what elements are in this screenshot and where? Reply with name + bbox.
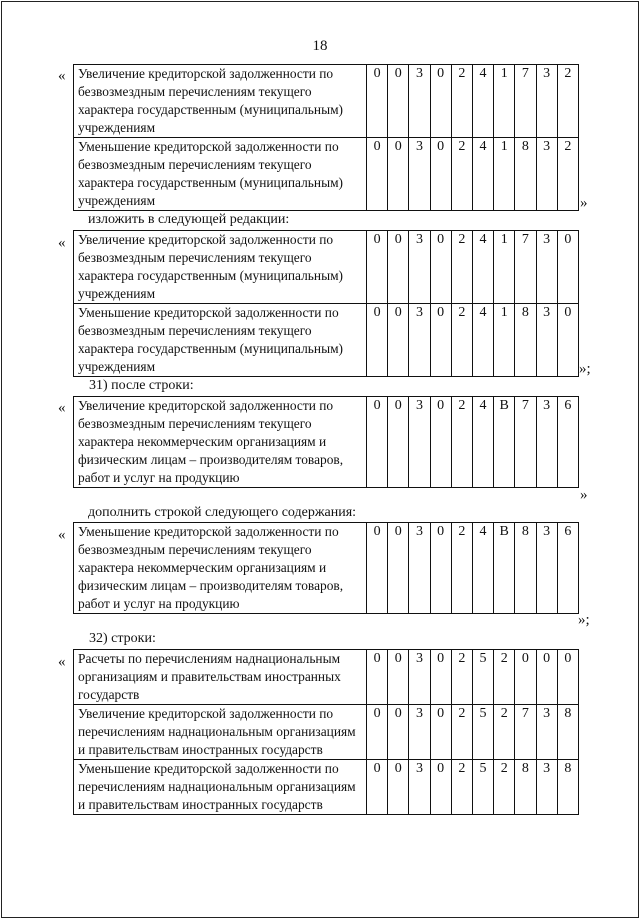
- code-digit: 2: [494, 760, 515, 815]
- code-digit: 3: [536, 304, 557, 377]
- table-body: [74, 397, 579, 488]
- row-description: Уменьшение кредиторской задолженности по перечислениям наднациональным организациям и правительствам иностранных государств: [74, 760, 367, 815]
- row-description: Увеличение кредиторской задолженности по безвозмездным перечислениям текущего характера государственным (муниципальным) учреждениям: [74, 65, 367, 138]
- code-digit: 0: [536, 650, 557, 705]
- code-digit: 0: [388, 138, 409, 211]
- row-description: Уменьшение кредиторской задолженности по безвозмездным перечислениям текущего характера некоммерческим организациям и физическим лицам – производителям товаров, работ и услуг на продукцию: [74, 523, 367, 614]
- row-description: Уменьшение кредиторской задолженности по безвозмездным перечислениям текущего характера государственным (муниципальным) учреждениям: [74, 304, 367, 377]
- code-digit: 0: [430, 304, 451, 377]
- code-digit: 0: [557, 231, 578, 304]
- code-table-3: [73, 396, 579, 488]
- closing-quote: »;: [578, 612, 590, 628]
- code-digit: 3: [409, 397, 430, 488]
- table-body: [74, 650, 579, 815]
- code-digit: 0: [367, 138, 388, 211]
- code-digit: 0: [430, 523, 451, 614]
- instruction-text: дополнить строкой следующего содержания:: [88, 505, 357, 520]
- code-digit: 3: [536, 705, 557, 760]
- code-digit: 8: [515, 138, 536, 211]
- code-table-4: [73, 522, 579, 614]
- code-digit: 0: [388, 65, 409, 138]
- instruction-text: 32) строки:: [89, 631, 156, 646]
- code-digit: 0: [430, 650, 451, 705]
- code-digit: 3: [536, 523, 557, 614]
- code-digit: 3: [409, 65, 430, 138]
- code-digit: 0: [430, 138, 451, 211]
- instruction-text: 31) после строки:: [89, 378, 194, 393]
- table-body: [74, 231, 579, 377]
- code-digit: 2: [494, 705, 515, 760]
- code-digit: 0: [515, 650, 536, 705]
- code-digit: 0: [430, 705, 451, 760]
- code-digit: 4: [472, 138, 493, 211]
- table-row: [74, 760, 579, 815]
- code-digit: 3: [536, 760, 557, 815]
- code-digit: 1: [494, 65, 515, 138]
- code-digit: 4: [472, 65, 493, 138]
- code-digit: 0: [367, 397, 388, 488]
- opening-quote: «: [58, 235, 66, 251]
- code-digit: 0: [388, 231, 409, 304]
- code-digit: 0: [388, 650, 409, 705]
- code-digit: 0: [367, 523, 388, 614]
- code-digit: 2: [451, 705, 472, 760]
- code-digit: 0: [388, 304, 409, 377]
- opening-quote: «: [58, 654, 66, 670]
- code-digit: 2: [451, 65, 472, 138]
- code-digit: 4: [472, 231, 493, 304]
- opening-quote: «: [58, 68, 66, 84]
- code-digit: 8: [515, 760, 536, 815]
- code-digit: 0: [430, 65, 451, 138]
- code-digit: 7: [515, 65, 536, 138]
- code-digit: 0: [367, 65, 388, 138]
- code-digit: 2: [451, 304, 472, 377]
- code-digit: 1: [494, 138, 515, 211]
- code-digit: 6: [557, 397, 578, 488]
- code-table-5: [73, 649, 579, 815]
- opening-quote: «: [58, 400, 66, 416]
- code-digit: 3: [409, 138, 430, 211]
- code-digit: 0: [430, 760, 451, 815]
- opening-quote: «: [58, 527, 66, 543]
- code-digit: 0: [367, 705, 388, 760]
- row-description: Увеличение кредиторской задолженности по перечислениям наднациональным организациям и правительствам иностранных государств: [74, 705, 367, 760]
- table-body: [74, 523, 579, 614]
- code-digit: 0: [367, 650, 388, 705]
- code-digit: 2: [494, 650, 515, 705]
- table-row: [74, 138, 579, 211]
- table-body: [74, 65, 579, 211]
- code-digit: 6: [557, 523, 578, 614]
- code-digit: 2: [451, 650, 472, 705]
- table-row: [74, 65, 579, 138]
- code-digit: 3: [409, 523, 430, 614]
- code-table-2: [73, 230, 579, 377]
- code-table-1: [73, 64, 579, 211]
- code-digit: 2: [451, 760, 472, 815]
- code-digit: 2: [557, 65, 578, 138]
- closing-quote: »;: [579, 361, 591, 377]
- code-digit: 3: [409, 650, 430, 705]
- code-digit: 8: [515, 304, 536, 377]
- table-row: [74, 304, 579, 377]
- code-digit: 8: [557, 760, 578, 815]
- code-digit: 2: [451, 397, 472, 488]
- code-digit: 1: [494, 304, 515, 377]
- code-digit: 7: [515, 231, 536, 304]
- code-digit: 3: [409, 231, 430, 304]
- code-digit: 3: [536, 397, 557, 488]
- code-digit: 0: [367, 304, 388, 377]
- code-digit: 3: [536, 65, 557, 138]
- row-description: Уменьшение кредиторской задолженности по безвозмездным перечислениям текущего характера государственным (муниципальным) учреждениям: [74, 138, 367, 211]
- code-digit: 3: [536, 138, 557, 211]
- closing-quote: »: [580, 195, 588, 211]
- code-digit: 2: [451, 138, 472, 211]
- code-digit: 8: [515, 523, 536, 614]
- code-digit: 5: [472, 705, 493, 760]
- code-digit: 2: [451, 523, 472, 614]
- code-digit: 5: [472, 650, 493, 705]
- code-digit: В: [494, 397, 515, 488]
- row-description: Увеличение кредиторской задолженности по безвозмездным перечислениям текущего характера государственным (муниципальным) учреждениям: [74, 231, 367, 304]
- row-description: Расчеты по перечислениям наднациональным организациям и правительствам иностранных государств: [74, 650, 367, 705]
- code-digit: 3: [409, 304, 430, 377]
- code-digit: 0: [557, 304, 578, 377]
- code-digit: 3: [409, 760, 430, 815]
- instruction-text: изложить в следующей редакции:: [88, 212, 290, 227]
- table-row: [74, 397, 579, 488]
- code-digit: В: [494, 523, 515, 614]
- code-digit: 0: [388, 705, 409, 760]
- code-digit: 3: [536, 231, 557, 304]
- code-digit: 4: [472, 523, 493, 614]
- code-digit: 2: [557, 138, 578, 211]
- code-digit: 0: [430, 231, 451, 304]
- code-digit: 8: [557, 705, 578, 760]
- code-digit: 7: [515, 705, 536, 760]
- table-row: [74, 231, 579, 304]
- code-digit: 0: [388, 760, 409, 815]
- table-row: [74, 705, 579, 760]
- closing-quote: »: [580, 487, 588, 503]
- code-digit: 0: [388, 397, 409, 488]
- table-row: [74, 523, 579, 614]
- code-digit: 0: [367, 760, 388, 815]
- code-digit: 0: [388, 523, 409, 614]
- code-digit: 3: [409, 705, 430, 760]
- row-description: Увеличение кредиторской задолженности по безвозмездным перечислениям текущего характера некоммерческим организациям и физическим лицам – производителям товаров, работ и услуг на продукцию: [74, 397, 367, 488]
- code-digit: 7: [515, 397, 536, 488]
- table-row: [74, 650, 579, 705]
- page-number: 18: [312, 38, 328, 54]
- code-digit: 0: [557, 650, 578, 705]
- code-digit: 4: [472, 397, 493, 488]
- code-digit: 0: [367, 231, 388, 304]
- code-digit: 1: [494, 231, 515, 304]
- code-digit: 0: [430, 397, 451, 488]
- code-digit: 2: [451, 231, 472, 304]
- code-digit: 5: [472, 760, 493, 815]
- code-digit: 4: [472, 304, 493, 377]
